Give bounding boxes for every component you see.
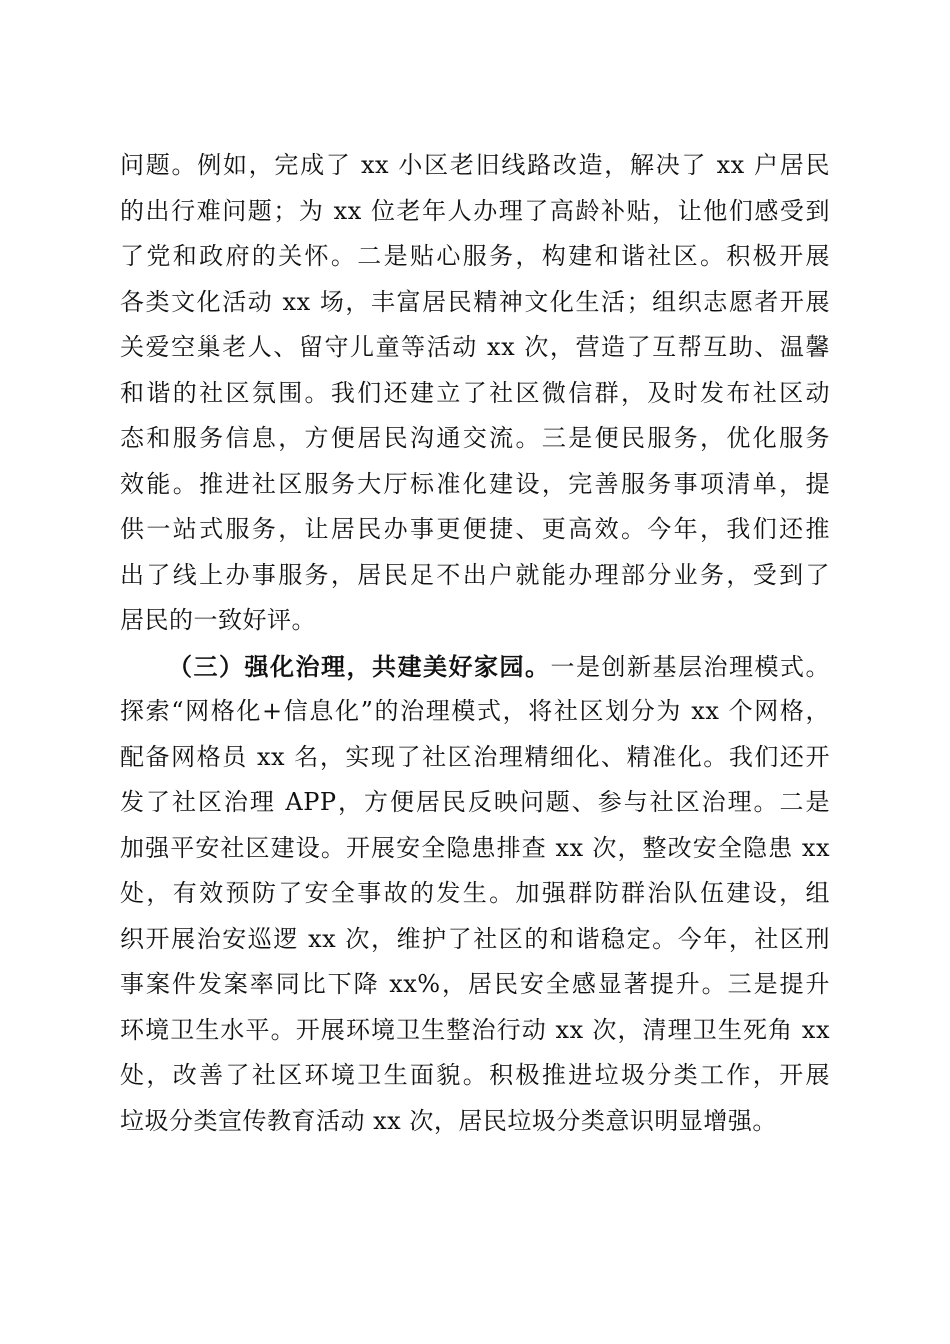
text-line: 各类文化活动 xx 场，丰富居民精神文化生活；组织志愿者开展 bbox=[120, 287, 830, 316]
text-line: 态和服务信息，方便居民沟通交流。三是便民服务，优化服务 bbox=[120, 424, 830, 452]
text-line: 发了社区治理 APP，方便居民反映问题、参与社区治理。二是 bbox=[120, 788, 830, 816]
text-line: 事案件发案率同比下降 xx%，居民安全感显著提升。三是提升 bbox=[120, 970, 830, 998]
text-line: 垃圾分类宣传教育活动 xx 次，居民垃圾分类意识明显增强。 bbox=[120, 1106, 777, 1135]
text-line: 织开展治安巡逻 xx 次，维护了社区的和谐稳定。今年，社区刑 bbox=[120, 924, 830, 953]
text-line: 的出行难问题；为 xx 位老年人办理了高龄补贴，让他们感受到 bbox=[120, 196, 830, 225]
text-line: 和谐的社区氛围。我们还建立了社区微信群，及时发布社区动 bbox=[120, 378, 830, 407]
text-line: 出了线上办事服务，居民足不出户就能办理部分业务，受到了 bbox=[120, 560, 830, 589]
text-line: 加强平安社区建设。开展安全隐患排查 xx 次，整改安全隐患 xx bbox=[120, 833, 830, 862]
text-line bbox=[120, 644, 830, 690]
text-line: 环境卫生水平。开展环境卫生整治行动 xx 次，清理卫生死角 xx bbox=[120, 1015, 830, 1044]
paragraph-2-continuation bbox=[120, 143, 830, 644]
text-line: 配备网格员 xx 名，实现了社区治理精细化、精准化。我们还开 bbox=[120, 742, 830, 771]
text-line: 探索“网格化+信息化”的治理模式，将社区划分为 xx 个网格， bbox=[120, 697, 830, 725]
body-text bbox=[120, 143, 830, 1144]
text-line: 处，改善了社区环境卫生面貌。积极推进垃圾分类工作，开展 bbox=[120, 1061, 830, 1089]
text-line: 问题。例如，完成了 xx 小区老旧线路改造，解决了 xx 户居民 bbox=[120, 151, 830, 179]
text-line: 居民的一致好评。 bbox=[120, 606, 316, 634]
text-line: 关爱空巢老人、留守儿童等活动 xx 次，营造了互帮互助、温馨 bbox=[120, 333, 830, 361]
text-line: 效能。推进社区服务大厅标准化建设，完善服务事项清单，提 bbox=[120, 469, 830, 498]
section-3-heading: （三）强化治理，共建美好家园。 bbox=[168, 651, 551, 681]
paragraph-section-3 bbox=[120, 644, 830, 1145]
section-3-first-line-text: 一是创新基层治理模式。 bbox=[550, 652, 830, 681]
text-line: 供一站式服务，让居民办事更便捷、更高效。今年，我们还推 bbox=[120, 515, 830, 543]
text-line: 了党和政府的关怀。二是贴心服务，构建和谐社区。积极开展 bbox=[120, 242, 830, 270]
text-line: 处，有效预防了安全事故的发生。加强群防群治队伍建设，组 bbox=[120, 879, 830, 907]
